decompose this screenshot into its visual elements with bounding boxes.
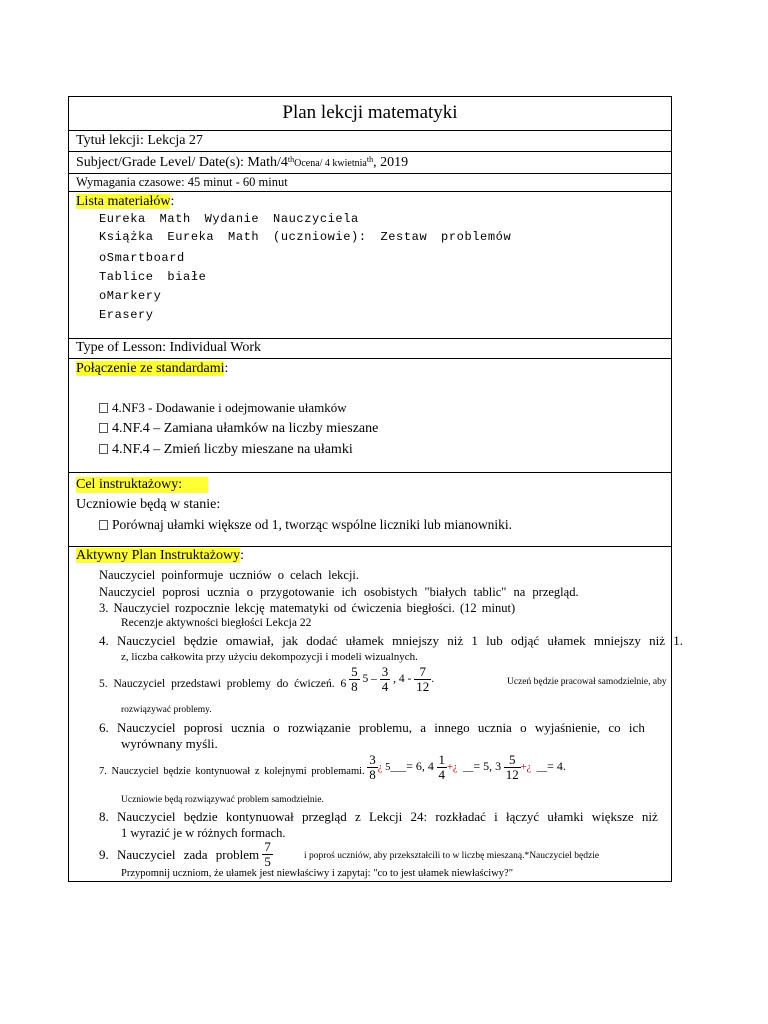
- plan-step-9: [99, 840, 273, 869]
- plan-line-1: Nauczyciel poinformuje uczniów o celach lekcji.: [99, 568, 360, 582]
- subject-year: , 2019: [373, 155, 409, 170]
- material-item: oSmartboard: [99, 251, 185, 265]
- fraction: $\frac{5}{12}$: [505, 752, 519, 782]
- fraction: $\frac{7}{12}$: [416, 664, 430, 694]
- objective-text: Porównaj ułamki większe od 1, tworząc wspólne liczniki lub mianowniki.: [112, 517, 513, 532]
- lesson-plan-document: [68, 96, 683, 882]
- time-requirements: Wymagania czasowe: 45 minut - 60 minut: [76, 175, 288, 189]
- standards-heading: [76, 361, 228, 377]
- plan-step-3-sub: Recenzje aktywności biegłości Lekcja 22: [121, 617, 312, 629]
- plan-step-8-sub: 1 wyrazić je w różnych formach.: [121, 826, 286, 840]
- lesson-title-row: [69, 131, 671, 152]
- materials-colon: :: [170, 194, 175, 209]
- subject-sup-th-2: th: [366, 155, 374, 164]
- objective-item: [99, 517, 512, 533]
- subject-line: [76, 155, 408, 171]
- standard-text: 4.NF3 - Dodawanie i odejmowanie ułamków: [112, 400, 347, 415]
- subject-row: [69, 152, 671, 174]
- plan-colon: :: [240, 548, 244, 563]
- objective-intro: Uczniowie będą w stanie:: [76, 497, 221, 512]
- plan-step-4-sub: z, liczba całkowita przy użyciu dekompozycji i modeli wizualnych.: [121, 651, 418, 663]
- placeholder-glyph: +¿: [447, 761, 458, 773]
- standards-colon: :: [224, 361, 229, 376]
- fraction: $\frac{3}{4}$: [381, 664, 389, 694]
- checkbox-icon: [99, 423, 108, 433]
- objective-label: Cel instruktażowy:: [76, 477, 208, 493]
- fraction: $\frac{7}{5}$: [264, 839, 271, 869]
- step-7-eq2: = 5, 3: [473, 758, 502, 773]
- materials-row: [69, 192, 671, 339]
- standard-text: 4.NF.4 – Zmień liczby mieszane na ułamki: [112, 442, 353, 457]
- standards-label: Połączenie ze standardami: [76, 361, 225, 376]
- material-item: Eureka Math Wydanie Nauczyciela: [99, 212, 359, 226]
- plan-heading: [76, 548, 244, 564]
- plan-line-2: Nauczyciel poprosi ucznia o przygotowanie ich osobistych "białych tablic" na przegląd.: [99, 585, 579, 599]
- step-7-eq3: = 4.: [547, 758, 566, 773]
- step-9-note: i poproś uczniów, aby przekształcili to w liczbę mieszaną.*Nauczyciel będzie: [304, 851, 600, 861]
- document-title: Plan lekcji matematyki: [69, 97, 671, 131]
- material-item: oMarkery: [99, 289, 162, 303]
- standard-item: [99, 442, 353, 458]
- checkbox-icon: [99, 403, 108, 413]
- plan-label: Aktywny Plan Instruktażowy: [76, 548, 241, 563]
- standard-text: 4.NF.4 – Zamiana ułamków na liczby mieszane: [112, 421, 379, 436]
- fraction: $\frac{5}{8}$: [351, 664, 358, 694]
- fraction: $\frac{3}{8}$: [369, 752, 376, 782]
- plan-step-9-sub: Przypomnij uczniom, że ułamek jest niewłaściwy i zapytaj: "co to jest ułamek niewłaściwy?": [121, 868, 514, 879]
- objective-row: [69, 473, 671, 547]
- subject-prefix: Subject/Grade Level/ Date(s): Math/4: [76, 155, 288, 170]
- plan-step-6: 6. Nauczyciel poprosi ucznia o rozwiązanie problemu, a innego ucznia o wyjaśnienie, co ich: [99, 720, 645, 735]
- step-7-5: 5: [385, 761, 391, 773]
- step-5-tail: .: [431, 673, 435, 686]
- plan-step-8: 8. Nauczyciel będzie kontynuował przegląd z Lekcji 24: rozkładać i łączyć ułamki większe niż: [99, 809, 658, 824]
- checkbox-icon: [99, 520, 108, 530]
- material-item: Tablice białe: [99, 270, 207, 284]
- time-row: [69, 174, 671, 192]
- plan-step-6-sub: wyrównany myśli.: [121, 736, 218, 751]
- plan-row: [69, 547, 683, 881]
- standards-row: [69, 359, 671, 473]
- plan-step-4: 4. Nauczyciel będzie omawiał, jak dodać ułamek mniejszy niż 1 lub odjąć ułamek mniejszy niż 1.: [99, 633, 683, 648]
- plan-step-7: 7. Nauczyciel będzie kontynuował z kolejnymi problemami. $\frac{3}{8}$ ¿ 5___= 6, 4 $\frac{1}{4}$ +¿ __= 5, 3 $\frac{5}{12}$ +¿ __= 4.: [99, 752, 566, 782]
- plan-step-7-sub: Uczniowie będą rozwiązywać problem samodzielnie.: [121, 795, 324, 805]
- plan-step-5-sub: rozwiązywać problemy.: [121, 705, 212, 715]
- step-5-text: 5. Nauczyciel przedstawi problemy do ćwiczeń. 6: [99, 678, 347, 690]
- subject-sup-th: th: [287, 155, 295, 164]
- standard-item: [99, 400, 347, 416]
- fraction: $\frac{1}{4}$: [438, 752, 445, 782]
- lesson-type-row: [69, 339, 671, 359]
- placeholder-glyph: ¿: [377, 761, 383, 773]
- plan-step-3: 3. Nauczyciel rozpocznie lekcję matematyki od ćwiczenia biegłości. (12 minut): [99, 601, 516, 615]
- lesson-title: Tytuł lekcji: Lekcja 27: [76, 133, 203, 148]
- step-5-mid: 5 –: [362, 673, 377, 686]
- materials-label: Lista materiałów: [76, 194, 171, 209]
- placeholder-glyph: +¿: [520, 761, 532, 773]
- material-item: Erasery: [99, 308, 154, 322]
- plan-step-5: [99, 665, 434, 694]
- step-7-text: 7. Nauczyciel będzie kontynuował z kolejnymi problemami.: [99, 766, 365, 777]
- materials-heading: [76, 194, 174, 210]
- step-5-mid-2: , 4 -: [393, 673, 412, 686]
- step-5-note: Uczeń będzie pracował samodzielnie, aby: [507, 677, 667, 687]
- lesson-type: Type of Lesson: Individual Work: [76, 340, 262, 355]
- step-7-eq1: = 6, 4: [406, 758, 434, 773]
- checkbox-icon: [99, 444, 108, 454]
- subject-ocena: Ocena/ 4 kwietnia: [294, 158, 367, 169]
- step-9-text: 9. Nauczyciel zada problem: [99, 847, 260, 862]
- material-item: Książka Eureka Math (uczniowie): Zestaw problemów: [99, 230, 512, 244]
- standard-item: [99, 421, 378, 437]
